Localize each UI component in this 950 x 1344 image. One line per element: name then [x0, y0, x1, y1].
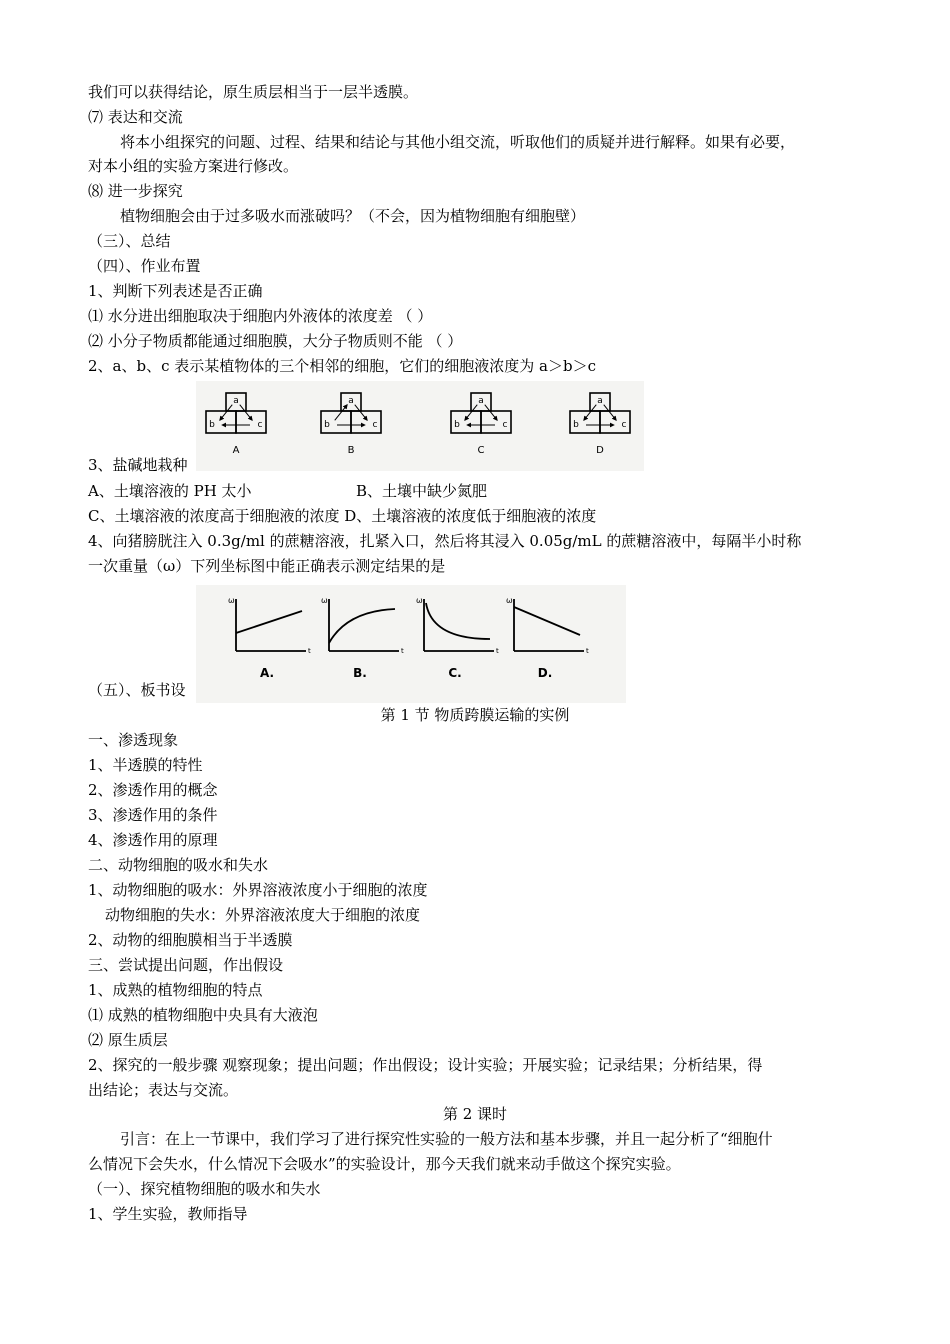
cell-label: c: [372, 420, 378, 430]
graph-figure: [196, 585, 626, 703]
cell-label: b: [573, 420, 579, 430]
cell-option-label: D: [596, 445, 604, 456]
option-a: A、土壤溶液的 PH 太小: [88, 482, 252, 500]
text-line: 4、渗透作用的原理: [88, 831, 218, 849]
text-line: 二、动物细胞的吸水和失水: [88, 856, 269, 874]
text-line: 引言：在上一节课中，我们学习了进行探究性实验的一般方法和基本步骤，并且一起分析了“细胞什: [120, 1130, 773, 1148]
text-line: 2、动物的细胞膜相当于半透膜: [88, 931, 293, 949]
section-heading: （五）、板书设: [88, 681, 186, 699]
graph-option: [506, 596, 589, 680]
text-line: 动物细胞的失水：外界溶液浓度大于细胞的浓度: [105, 906, 421, 924]
x-axis-label: t: [586, 647, 589, 655]
cell-label: c: [502, 420, 508, 430]
text-line: ⑵ 小分子物质都能通过细胞膜，大分子物质则不能 （ ）: [88, 332, 463, 350]
text-line: 植物细胞会由于过多吸水而涨破吗？（不会，因为植物细胞有细胞壁）: [120, 207, 586, 225]
lesson-title: 第 2 课时: [442, 1105, 508, 1123]
graph-option: [321, 596, 404, 680]
cell-label: a: [233, 396, 239, 406]
text-line: 我们可以获得结论，原生质层相当于一层半透膜。: [88, 83, 419, 101]
y-axis-label: ω: [321, 596, 328, 605]
graph-option-label: B.: [353, 666, 367, 680]
graph-option: [228, 596, 311, 680]
section-heading: （一）、探究植物细胞的吸水和失水: [88, 1180, 321, 1198]
x-axis-label: t: [308, 647, 311, 655]
text-line: ⑴ 成熟的植物细胞中央具有大液泡: [88, 1006, 318, 1024]
cell-diagram-figure: [196, 381, 644, 471]
text-line: 一次重量（ω）下列坐标图中能正确表示测定结果的是: [88, 557, 446, 575]
cell-label: c: [621, 420, 627, 430]
cell-label: c: [257, 420, 263, 430]
text-line: 一、渗透现象: [88, 731, 179, 749]
section-heading: （三）、总结: [88, 232, 171, 250]
text-line: ⑻ 进一步探究: [88, 182, 183, 200]
graph-option: [416, 596, 499, 680]
cell-option-label: B: [347, 445, 355, 456]
cell-label: a: [597, 396, 603, 406]
cell-option-label: A: [232, 445, 240, 456]
text-line: 2、探究的一般步骤 观察现象；提出问题；作出假设；设计实验；开展实验；记录结果；分析结果，得: [88, 1056, 763, 1074]
option-cd: C、土壤溶液的浓度高于细胞液的浓度 D、土壤溶液的浓度低于细胞液的浓度: [88, 507, 597, 525]
text-line: 么情况下会失水，什么情况下会吸水”的实验设计，那今天我们就来动手做这个探究实验。: [88, 1155, 681, 1173]
cell-option: [321, 393, 381, 456]
cell-label: b: [209, 420, 215, 430]
cell-option-label: C: [477, 445, 485, 456]
cell-option: [570, 393, 630, 456]
cell-option: [451, 393, 511, 456]
weight-curve: [329, 609, 395, 643]
board-title: 第 1 节 物质跨膜运输的实例: [380, 706, 570, 724]
cell-diagram: [196, 381, 644, 471]
x-axis-label: t: [496, 647, 499, 655]
text-line: 1、学生实验，教师指导: [88, 1205, 248, 1223]
cell-option: [206, 393, 266, 456]
text-line: 对本小组的实验方案进行修改。: [88, 157, 299, 175]
y-axis-label: ω: [228, 596, 235, 605]
option-b: B、土壤中缺少氮肥: [356, 482, 488, 500]
question-3: 3、盐碱地栽种: [88, 456, 188, 474]
cell-label: a: [348, 396, 354, 406]
y-axis-label: ω: [506, 596, 513, 605]
weight-curve: [514, 607, 580, 635]
weight-curve: [236, 611, 302, 633]
text-line: ⑺ 表达和交流: [88, 108, 183, 126]
question-2: 2、a、b、c 表示某植物体的三个相邻的细胞，它们的细胞液浓度为 a＞b＞c: [88, 357, 596, 375]
graph-option-label: C.: [448, 666, 462, 680]
text-line: ⑴ 水分进出细胞取决于细胞内外液体的浓度差 （ ）: [88, 307, 433, 325]
question-4: 4、向猪膀胱注入 0.3g/ml 的蔗糖溶液，扎紧入口，然后将其浸入 0.05g/mL 的蔗糖溶液中，每隔半小时称: [88, 532, 802, 550]
graph-option-label: A.: [259, 666, 275, 680]
text-line: 3、渗透作用的条件: [88, 806, 218, 824]
y-axis-label: ω: [416, 596, 423, 605]
text-line: 1、半透膜的特性: [88, 756, 203, 774]
cell-label: b: [454, 420, 460, 430]
text-line: 1、动物细胞的吸水：外界溶液浓度小于细胞的浓度: [88, 881, 428, 899]
cell-label: a: [478, 396, 484, 406]
text-line: ⑵ 原生质层: [88, 1031, 168, 1049]
text-line: 1、成熟的植物细胞的特点: [88, 981, 263, 999]
text-line: 将本小组探究的问题、过程、结果和结论与其他小组交流，听取他们的质疑并进行解释。如果有必要，: [120, 133, 796, 151]
cell-label: b: [324, 420, 330, 430]
graph-option-label: D.: [537, 666, 553, 680]
text-line: 三、尝试提出问题，作出假设: [88, 956, 284, 974]
weight-time-graphs: [196, 585, 626, 703]
weight-curve: [426, 603, 490, 639]
text-line: 1、判断下列表述是否正确: [88, 282, 263, 300]
text-line: 出结论；表达与交流。: [88, 1081, 239, 1099]
text-line: 2、渗透作用的概念: [88, 781, 218, 799]
section-heading: （四）、作业布置: [88, 257, 201, 275]
x-axis-label: t: [401, 647, 404, 655]
